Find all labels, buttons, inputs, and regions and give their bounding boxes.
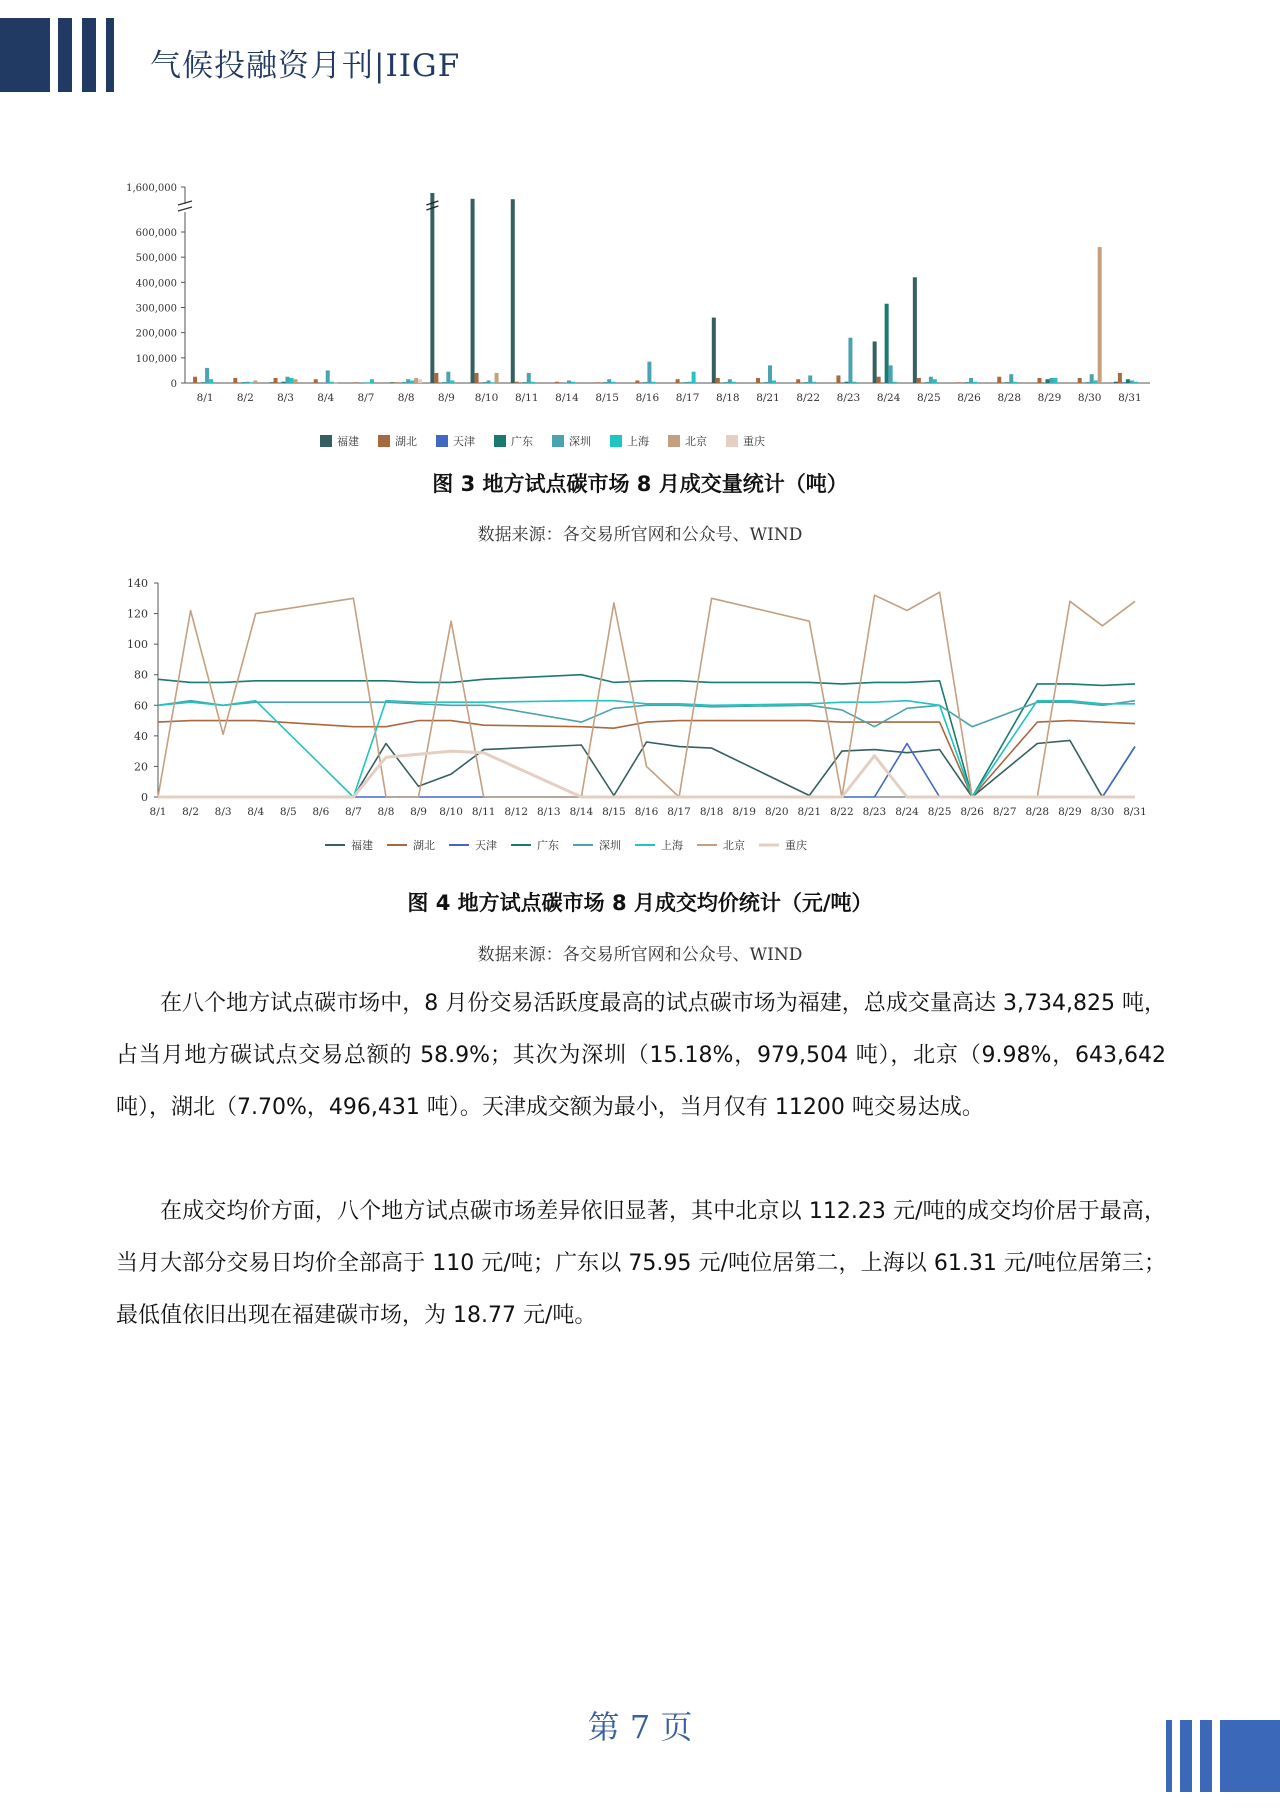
bar-福建-8-18 xyxy=(712,318,716,383)
bar-广东-8-3 xyxy=(282,382,286,383)
figure3-source: 数据来源：各交易所官网和公众号、WIND xyxy=(477,525,803,545)
bar-广东-8-15 xyxy=(603,382,607,383)
x-tick-label-8-18: 8/18 xyxy=(716,392,740,404)
bar-湖北-8-21 xyxy=(756,378,760,383)
x-tick-label-8-31: 8/31 xyxy=(1118,392,1142,404)
x-tick-label-8-30: 8/30 xyxy=(1090,806,1115,818)
y-tick-label: 100,000 xyxy=(135,353,177,365)
y-tick-label: 400,000 xyxy=(135,278,177,290)
bar-上海-8-11 xyxy=(531,382,535,383)
bar-广东-8-29 xyxy=(1045,379,1049,383)
legend-label-深圳: 深圳 xyxy=(569,435,591,448)
bar-湖北-8-29 xyxy=(1037,378,1041,383)
legend-label-重庆: 重庆 xyxy=(785,839,807,852)
legend-label-北京: 北京 xyxy=(685,435,707,448)
x-tick-label-8-21: 8/21 xyxy=(756,392,780,404)
x-tick-label-8-17: 8/17 xyxy=(667,806,691,818)
bar-上海-8-2 xyxy=(249,382,253,383)
bar-福建-8-3 xyxy=(270,382,274,383)
bar-深圳-8-11 xyxy=(527,373,531,383)
bar-广东-8-24 xyxy=(885,304,889,383)
x-tick-label-8-27: 8/27 xyxy=(992,806,1017,818)
bar-福建-8-9 xyxy=(430,193,434,383)
bar-湖北-8-26 xyxy=(957,382,961,383)
x-tick-label-8-1: 8/1 xyxy=(196,392,214,404)
paragraph-price: 在成交均价方面，八个地方试点碳市场差异依旧显著，其中北京以 112.23 元/吨的成交均价居于最高，当月大部分交易日均价全部高于 110 元/吨；广东以 75.95 元/吨位居第二，上海以 61.31 元/吨位居第三；最低值依旧出现在福建碳市场，为 18.77 元/吨。 xyxy=(116,1199,1166,1328)
x-tick-label-8-29: 8/29 xyxy=(1058,806,1082,818)
legend-label-福建: 福建 xyxy=(351,839,373,852)
y-tick-label: 200,000 xyxy=(135,328,177,340)
bar-湖北-8-3 xyxy=(274,378,278,383)
y-tick-label: 500,000 xyxy=(135,253,177,265)
bar-上海-8-9 xyxy=(450,380,454,383)
legend-label-湖北: 湖北 xyxy=(395,435,417,448)
legend-label-深圳: 深圳 xyxy=(599,839,621,852)
paragraph-volume: 在八个地方试点碳市场中，8 月份交易活跃度最高的试点碳市场为福建，总成交量高达 3,734,825 吨，占当月地方碳试点交易总额的 58.9%；其次为深圳（15.18%，979,504 吨），北京（9.98%，643,642 吨），湖北（7.70%，496,431 吨）。天津成交额为最小，当月仅有 11200 吨交易达成。 xyxy=(116,991,1166,1120)
bar-北京-8-30 xyxy=(1098,247,1102,383)
bar-上海-8-29 xyxy=(1053,378,1057,383)
x-tick-label-8-11: 8/11 xyxy=(514,392,539,404)
y-tick-label: 0 xyxy=(141,791,148,804)
figure4-caption: 图 4 地方试点碳市场 8 月成交均价统计（元/吨） xyxy=(407,891,873,915)
x-tick-label-8-5: 8/5 xyxy=(279,806,297,818)
bar-湖北-8-17 xyxy=(676,379,680,383)
legend-label-北京: 北京 xyxy=(723,839,745,852)
x-tick-label-8-14: 8/14 xyxy=(569,806,594,818)
bar-天津-8-31 xyxy=(1122,382,1126,383)
bar-北京-8-8 xyxy=(414,378,418,383)
bar-深圳-8-10 xyxy=(487,380,491,383)
bar-深圳-8-31 xyxy=(1130,380,1134,383)
x-tick-label-8-28: 8/28 xyxy=(1025,806,1050,818)
x-tick-label-8-20: 8/20 xyxy=(764,806,789,818)
legend-swatch-上海 xyxy=(610,435,622,447)
bar-福建-8-24 xyxy=(873,341,877,383)
x-tick-label-8-23: 8/23 xyxy=(836,392,861,404)
bar-深圳-8-18 xyxy=(728,379,732,383)
bar-上海-8-26 xyxy=(973,382,977,383)
bar-重庆-8-8 xyxy=(418,379,422,383)
bar-湖北-8-16 xyxy=(635,380,639,383)
legend-label-福建: 福建 xyxy=(337,435,359,448)
x-tick-label-8-16: 8/16 xyxy=(635,392,660,404)
bar-上海-8-1 xyxy=(209,379,213,383)
y-tick-label: 20 xyxy=(134,760,148,774)
bar-深圳-8-14 xyxy=(567,380,571,383)
x-tick-label-8-26: 8/26 xyxy=(957,392,981,404)
x-tick-label-8-18: 8/18 xyxy=(699,806,724,818)
y-tick-label: 80 xyxy=(134,668,148,682)
x-tick-label-8-4: 8/4 xyxy=(247,806,265,818)
bar-广东-8-28 xyxy=(1005,382,1009,383)
bar-深圳-8-1 xyxy=(205,368,209,383)
x-tick-label-8-29: 8/29 xyxy=(1037,392,1062,404)
bar-湖北-8-24 xyxy=(877,377,881,383)
bar-深圳-8-7 xyxy=(366,382,370,383)
volume-bar-chart xyxy=(110,170,1180,455)
bar-上海-8-18 xyxy=(732,382,736,383)
header-title: 气候投融资月刊|IIGF xyxy=(150,48,461,84)
x-tick-label-8-14: 8/14 xyxy=(555,392,579,404)
bar-深圳-8-28 xyxy=(1009,374,1013,383)
page-number: 第 7 页 xyxy=(587,1708,693,1746)
bar-上海-8-10 xyxy=(491,382,495,383)
x-tick-label-8-3: 8/3 xyxy=(277,392,294,404)
legend-swatch-广东 xyxy=(494,435,506,447)
x-tick-label-8-8: 8/8 xyxy=(377,806,395,818)
bar-福建-8-11 xyxy=(511,199,515,383)
bar-广东-8-10 xyxy=(483,382,487,383)
bar-广东-8-30 xyxy=(1086,382,1090,383)
bar-深圳-8-22 xyxy=(808,375,812,383)
bar-上海-8-8 xyxy=(410,380,414,383)
legend-label-天津: 天津 xyxy=(475,839,497,852)
x-tick-label-8-9: 8/9 xyxy=(410,806,427,818)
volume-bar-chart-svg xyxy=(110,170,1180,455)
bar-湖北-8-9 xyxy=(434,373,438,383)
x-tick-label-8-6: 8/6 xyxy=(312,806,330,818)
bar-广东-8-1 xyxy=(201,382,205,383)
x-tick-label-8-22: 8/22 xyxy=(796,392,821,404)
x-tick-label-8-15: 8/15 xyxy=(602,806,626,818)
bar-北京-8-3 xyxy=(294,379,298,383)
bar-广东-8-14 xyxy=(563,382,567,383)
y-tick-label: 1,600,000 xyxy=(126,183,177,194)
y-tick-label: 300,000 xyxy=(135,303,177,315)
x-tick-label-8-13: 8/13 xyxy=(537,806,561,818)
x-tick-label-8-16: 8/16 xyxy=(634,806,659,818)
x-tick-label-8-1: 8/1 xyxy=(149,806,167,818)
legend-swatch-天津 xyxy=(436,435,448,447)
bar-上海-8-4 xyxy=(330,382,334,383)
bar-湖北-8-4 xyxy=(314,379,318,383)
x-tick-label-8-7: 8/7 xyxy=(344,806,362,818)
bar-上海-8-14 xyxy=(571,382,575,383)
x-tick-label-8-17: 8/17 xyxy=(675,392,700,404)
y-tick-label: 0 xyxy=(170,379,177,390)
bar-上海-8-31 xyxy=(1134,382,1138,383)
x-tick-label-8-11: 8/11 xyxy=(471,806,496,818)
bar-上海-8-17 xyxy=(692,372,696,383)
x-tick-label-8-12: 8/12 xyxy=(504,806,529,818)
bar-上海-8-24 xyxy=(893,382,897,383)
bar-湖北-8-31 xyxy=(1118,373,1122,383)
bar-湖北-8-22 xyxy=(796,379,800,383)
bar-广东-8-2 xyxy=(241,382,245,383)
bar-广东-8-9 xyxy=(442,382,446,383)
bar-深圳-8-29 xyxy=(1049,378,1053,383)
bar-深圳-8-2 xyxy=(245,382,249,383)
x-tick-label-8-10: 8/10 xyxy=(439,806,463,818)
bar-深圳-8-26 xyxy=(969,378,973,383)
y-tick-label: 120 xyxy=(127,607,148,621)
bar-上海-8-22 xyxy=(812,382,816,383)
x-tick-label-8-3: 8/3 xyxy=(214,806,232,818)
x-tick-label-8-15: 8/15 xyxy=(595,392,619,404)
bar-湖北-8-2 xyxy=(233,378,237,383)
x-tick-label-8-24: 8/24 xyxy=(876,392,901,404)
legend-swatch-福建 xyxy=(320,435,332,447)
x-tick-label-8-31: 8/31 xyxy=(1123,806,1147,818)
bar-福建-8-25 xyxy=(913,277,917,383)
bar-深圳-8-25 xyxy=(929,377,933,383)
bar-广东-8-26 xyxy=(965,382,969,383)
bar-湖北-8-18 xyxy=(716,378,720,383)
y-axis-break-mark xyxy=(178,201,192,211)
bar-深圳-8-8 xyxy=(406,379,410,383)
bar-深圳-8-17 xyxy=(688,382,692,383)
legend-swatch-重庆 xyxy=(726,435,738,447)
x-tick-label-8-21: 8/21 xyxy=(797,806,822,818)
bar-深圳-8-4 xyxy=(326,370,330,383)
price-line-chart-svg xyxy=(110,570,1180,860)
bar-广东-8-21 xyxy=(764,382,768,383)
bar-湖北-8-14 xyxy=(555,382,559,383)
y-tick-label: 40 xyxy=(134,729,148,743)
bar-广东-8-25 xyxy=(925,382,929,383)
bar-广东-8-16 xyxy=(643,382,647,383)
x-tick-label-8-25: 8/25 xyxy=(927,806,952,818)
legend-swatch-深圳 xyxy=(552,435,564,447)
bar-北京-8-2 xyxy=(253,380,257,383)
y-tick-label: 100 xyxy=(127,638,148,652)
bar-广东-8-7 xyxy=(362,382,366,383)
x-tick-label-8-4: 8/4 xyxy=(317,392,335,404)
figure4-source: 数据来源：各交易所官网和公众号、WIND xyxy=(477,945,803,965)
x-tick-label-8-2: 8/2 xyxy=(236,392,254,404)
bar-广东-8-23 xyxy=(844,382,848,383)
y-tick-label: 140 xyxy=(127,577,148,590)
y-tick-label: 60 xyxy=(134,699,148,713)
bar-上海-8-7 xyxy=(370,379,374,383)
bar-湖北-8-23 xyxy=(836,375,840,383)
x-tick-label-8-28: 8/28 xyxy=(997,392,1022,404)
figure3-caption: 图 3 地方试点碳市场 8 月成交量统计（吨） xyxy=(432,472,848,496)
bar-广东-8-11 xyxy=(523,382,527,383)
bar-深圳-8-24 xyxy=(889,365,893,383)
x-tick-label-8-25: 8/25 xyxy=(917,392,941,404)
bar-湖北-8-30 xyxy=(1078,378,1082,383)
x-tick-label-8-22: 8/22 xyxy=(830,806,854,818)
x-tick-label-8-24: 8/24 xyxy=(895,806,919,818)
bar-深圳-8-30 xyxy=(1090,374,1094,383)
bar-深圳-8-9 xyxy=(446,372,450,383)
bar-上海-8-30 xyxy=(1094,380,1098,383)
legend-label-上海: 上海 xyxy=(627,435,649,448)
bar-福建-8-10 xyxy=(471,199,475,383)
bar-广东-8-17 xyxy=(684,382,688,383)
bar-湖北-8-15 xyxy=(595,382,599,383)
bar-深圳-8-23 xyxy=(848,338,852,383)
price-line-chart xyxy=(110,570,1180,860)
bar-上海-8-25 xyxy=(933,379,937,383)
legend-label-广东: 广东 xyxy=(511,435,533,448)
legend-label-上海: 上海 xyxy=(661,839,683,852)
x-tick-label-8-8: 8/8 xyxy=(397,392,415,404)
bar-湖北-8-7 xyxy=(354,382,358,383)
bar-北京-8-4 xyxy=(334,382,338,383)
bar-湖北-8-8 xyxy=(394,382,398,383)
x-tick-label-8-19: 8/19 xyxy=(732,806,756,818)
bar-北京-8-10 xyxy=(495,373,499,383)
bar-福建-8-31 xyxy=(1114,382,1118,383)
x-tick-label-8-9: 8/9 xyxy=(437,392,455,404)
bar-上海-8-28 xyxy=(1013,382,1017,383)
bar-深圳-8-16 xyxy=(647,362,651,383)
x-tick-label-8-23: 8/23 xyxy=(862,806,887,818)
bar-深圳-8-15 xyxy=(607,379,611,383)
legend-label-广东: 广东 xyxy=(537,839,559,852)
legend-label-湖北: 湖北 xyxy=(413,839,435,852)
x-tick-label-8-2: 8/2 xyxy=(182,806,200,818)
legend-swatch-湖北 xyxy=(378,435,390,447)
x-tick-label-8-26: 8/26 xyxy=(960,806,984,818)
bar-上海-8-3 xyxy=(290,378,294,383)
bar-广东-8-22 xyxy=(804,382,808,383)
bar-上海-8-16 xyxy=(651,382,655,383)
bar-上海-8-15 xyxy=(611,382,615,383)
series-line-湖北 xyxy=(158,721,1135,797)
legend-label-重庆: 重庆 xyxy=(743,435,765,448)
bar-湖北-8-28 xyxy=(997,377,1001,383)
legend-label-天津: 天津 xyxy=(453,435,475,448)
series-line-上海 xyxy=(158,701,1135,797)
bar-湖北-8-1 xyxy=(193,377,197,383)
bar-上海-8-21 xyxy=(772,380,776,383)
x-tick-label-8-30: 8/30 xyxy=(1077,392,1102,404)
bar-广东-8-31 xyxy=(1126,379,1130,383)
x-tick-label-8-10: 8/10 xyxy=(474,392,499,404)
bar-湖北-8-11 xyxy=(515,382,519,383)
series-line-北京 xyxy=(158,592,1135,797)
x-tick-label-8-7: 8/7 xyxy=(357,392,375,404)
y-tick-label: 600,000 xyxy=(135,228,177,239)
bar-上海-8-23 xyxy=(852,382,856,383)
bar-广东-8-18 xyxy=(724,382,728,383)
legend-swatch-北京 xyxy=(668,435,680,447)
bar-深圳-8-21 xyxy=(768,365,772,383)
bar-广东-8-8 xyxy=(402,382,406,383)
bar-深圳-8-3 xyxy=(286,377,290,383)
bar-福建-8-8 xyxy=(390,382,394,383)
bar-湖北-8-25 xyxy=(917,378,921,383)
bar-湖北-8-10 xyxy=(475,373,479,383)
